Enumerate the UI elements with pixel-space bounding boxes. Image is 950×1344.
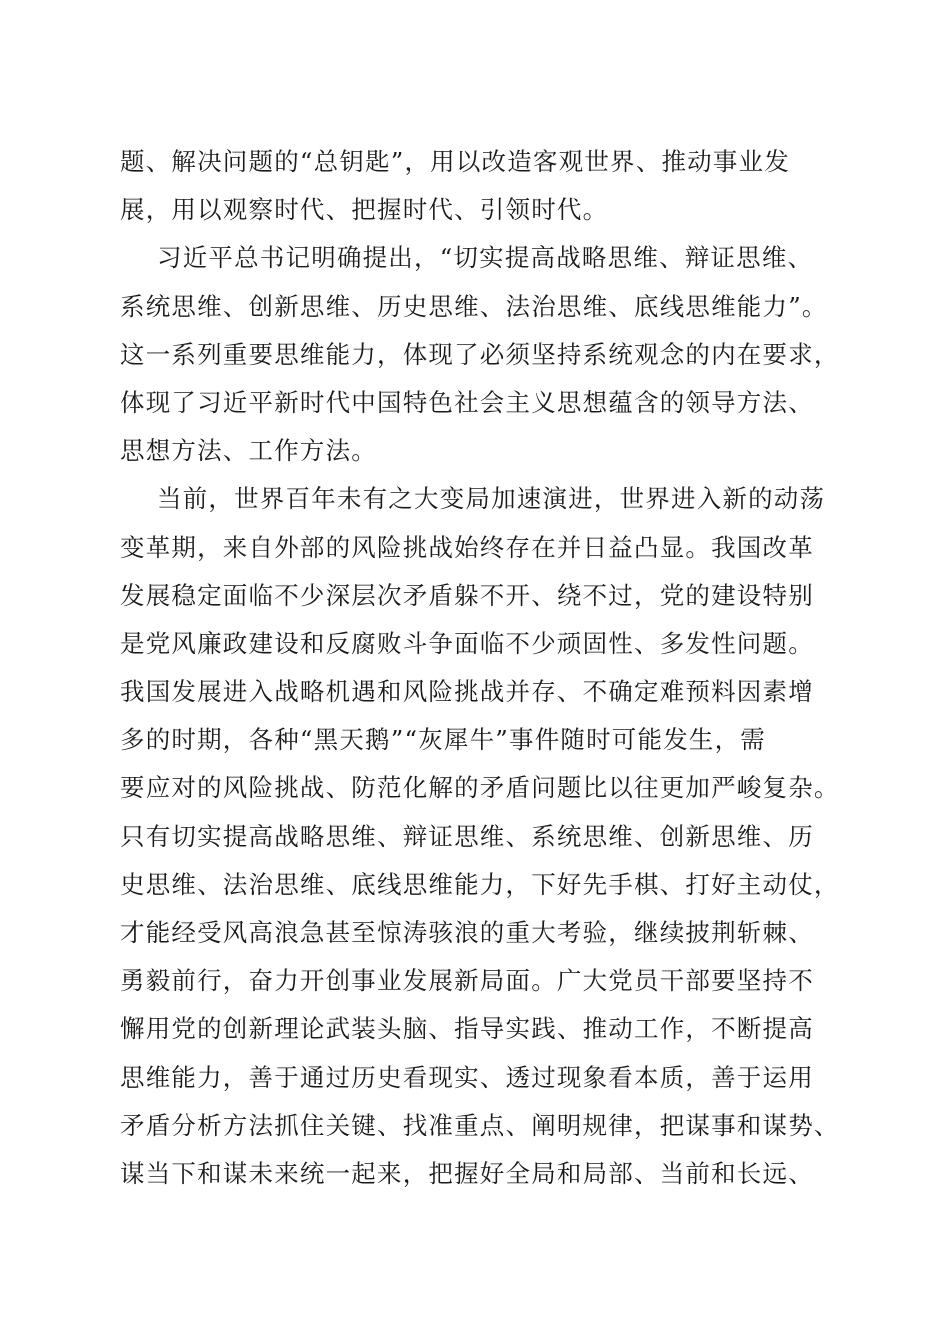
text-line: 勇毅前行，奋力开创事业发展新局面。广大党员干部要坚持不 xyxy=(120,966,814,996)
text-line: 史思维、法治思维、底线思维能力，下好先手棋、打好主动仗， xyxy=(120,869,840,899)
text-line: 系统思维、创新思维、历史思维、法治思维、底线思维能力”。 xyxy=(120,291,828,321)
text-line: 题、解决问题的“总钥匙”，用以改造客观世界、推动事业发 xyxy=(120,147,790,176)
text-line: 思维能力，善于通过历史看现实、透过现象看本质，善于运用 xyxy=(120,1062,814,1092)
text-line: 谋当下和谋未来统一起来，把握好全局和局部、当前和长远、 xyxy=(120,1158,814,1188)
text-line: 只有切实提高战略思维、辩证思维、系统思维、创新思维、历 xyxy=(120,821,814,851)
text-line: 思想方法、工作方法。 xyxy=(120,436,377,466)
text-line: 矛盾分析方法抓住关键、找准重点、阐明规律，把谋事和谋势、 xyxy=(120,1110,840,1140)
text-line: 才能经受风高浪急甚至惊涛骇浪的重大考验，继续披荆斩棘、 xyxy=(120,918,814,947)
paragraph-start-line: 当前，世界百年未有之大变局加速演进，世界进入新的动荡 xyxy=(157,484,826,514)
text-line: 我国发展进入战略机遇和风险挑战并存、不确定难预料因素增 xyxy=(120,677,814,707)
text-line: 体现了习近平新时代中国特色社会主义思想蕴含的领导方法、 xyxy=(120,387,814,417)
body-text xyxy=(120,138,850,1198)
text-line: 变革期，来自外部的风险挑战始终存在并日益凸显。我国改革 xyxy=(120,532,814,562)
paragraph-start-line: 习近平总书记明确提出，“切实提高战略思维、辩证思维、 xyxy=(157,243,814,273)
text-line: 懈用党的创新理论武装头脑、指导实践、推动工作，不断提高 xyxy=(120,1014,814,1044)
text-line: 发展稳定面临不少深层次矛盾躲不开、绕不过，党的建设特别 xyxy=(120,580,814,610)
text-line: 展，用以观察时代、把握时代、引领时代。 xyxy=(120,195,609,225)
text-line: 要应对的风险挑战、防范化解的矛盾问题比以往更加严峻复杂。 xyxy=(120,773,840,803)
text-line: 多的时期，各种“黑天鹅”“灰犀牛”事件随时可能发生，需 xyxy=(120,725,766,755)
text-line: 是党风廉政建设和反腐败斗争面临不少顽固性、多发性问题。 xyxy=(120,628,814,658)
text-line: 这一系列重要思维能力，体现了必须坚持系统观念的内在要求， xyxy=(120,339,840,369)
